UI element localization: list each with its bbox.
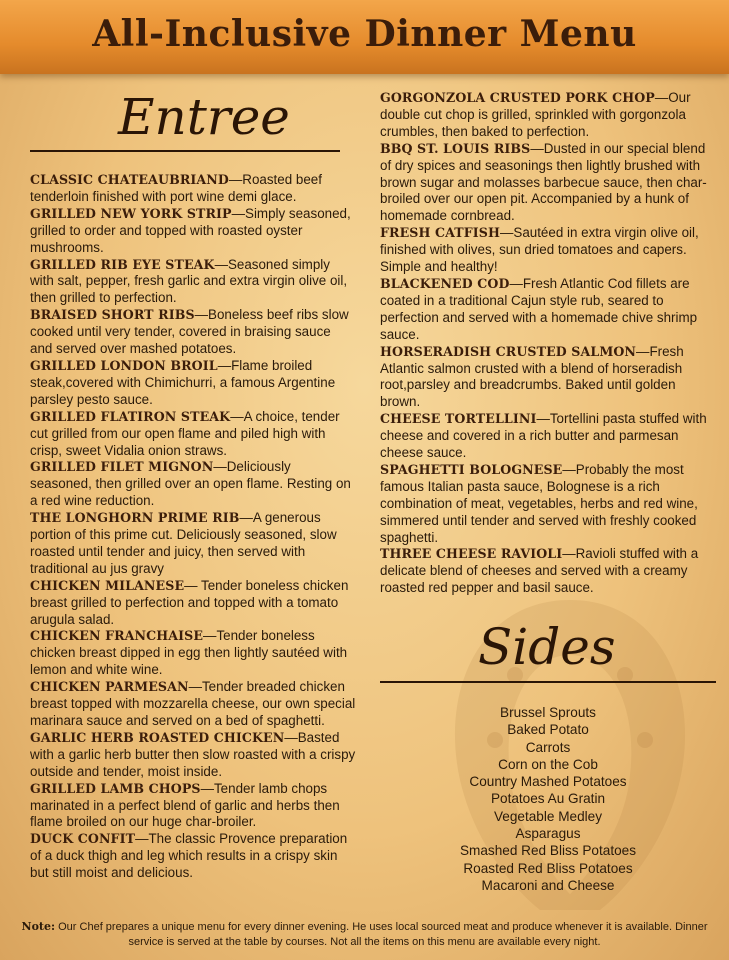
page-title: All-Inclusive Dinner Menu <box>92 13 637 55</box>
side-item: Corn on the Cob <box>498 756 598 772</box>
menu-item <box>30 459 356 510</box>
menu-item-name: HORSERADISH CRUSTED SALMON <box>380 343 637 359</box>
sides-heading: Sides <box>478 618 616 676</box>
menu-item-name: CHEESE TORTELLINI <box>380 411 537 427</box>
menu-item <box>30 730 356 781</box>
menu-item-description: —Tender lamb chops marinated in a perfect blend of garlic and herbs then flame broiled on our huge char-broiler. <box>30 780 340 830</box>
menu-item <box>380 411 710 462</box>
menu-item <box>30 510 356 578</box>
menu-item-description: —Sautéed in extra virgin olive oil, finished with olives, sun dried tomatoes and capers. Simple and healthy! <box>380 225 699 275</box>
menu-item <box>30 257 356 308</box>
menu-item <box>380 141 710 226</box>
menu-item-name: GRILLED NEW YORK STRIP <box>30 205 232 221</box>
sides-divider <box>380 681 716 683</box>
menu-item <box>380 462 710 547</box>
menu-item-name: CHICKEN PARMESAN <box>30 679 189 695</box>
menu-item <box>380 90 710 141</box>
menu-item-name: BBQ ST. LOUIS RIBS <box>380 140 531 156</box>
menu-item <box>30 206 356 257</box>
side-item: Vegetable Medley <box>493 808 603 824</box>
menu-item-description: —Ravioli stuffed with a delicate blend of cheeses and served with a creamy roasted red pepper and basil sauce. <box>380 546 699 596</box>
menu-item-name: CLASSIC CHATEAUBRIAND <box>30 172 229 187</box>
menu-item <box>380 344 710 412</box>
menu-item-description: —Dusted in our special blend of dry spices and seasonings then lightly brushed with brown sugar and molasses barbecue sauce, then char-broiled over our open pit. Accompanied by a hunk of homemade cornbread. <box>380 140 707 224</box>
menu-item-name: THE LONGHORN PRIME RIB <box>30 510 240 526</box>
header-banner <box>0 0 729 74</box>
menu-item-description: — Tender boneless chicken breast grilled to perfection and topped with a tomato arugula salad. <box>30 577 349 627</box>
menu-item-name: CHICKEN FRANCHAISE <box>30 628 204 644</box>
entree-divider <box>30 150 340 152</box>
menu-item-description: —Tortellini pasta stuffed with cheese and covered in a rich butter and parmesan cheese sauce. <box>380 411 707 461</box>
menu-item-description: —Roasted beef tenderloin finished with port wine demi glace. <box>30 172 322 204</box>
menu-item-description: —Deliciously seasoned, then grilled over an open flame. Resting on a red wine reduction. <box>30 459 351 509</box>
menu-item-description: —Our double cut chop is grilled, sprinkled with gorgonzola crumbles, then baked to perfection. <box>380 90 691 139</box>
menu-item-name: CHICKEN MILANESE <box>30 577 185 593</box>
menu-item-name: GRILLED RIB EYE STEAK <box>30 256 215 272</box>
menu-item <box>30 831 356 882</box>
menu-item-description: —Tender boneless chicken breast dipped in egg then lightly sautéed with lemon and white wine. <box>30 628 348 678</box>
menu-item-name: GRILLED LAMB CHOPS <box>30 780 201 796</box>
menu-item-name: GORGONZOLA CRUSTED PORK CHOP <box>380 90 655 105</box>
menu-item-description: —Boneless beef ribs slow cooked until very tender, covered in braising sauce and served over mashed potatoes. <box>30 307 349 357</box>
menu-item-name: DUCK CONFIT <box>30 831 136 847</box>
menu-item-description: —The classic Provence preparation of a duck thigh and leg which results in a crispy skin but still moist and delicious. <box>30 831 348 881</box>
side-item: Country Mashed Potatoes <box>469 774 627 790</box>
menu-item-description: —Flame broiled steak,covered with Chimichurri, a famous Argentine parsley pesto sauce. <box>30 357 336 407</box>
menu-item <box>30 409 356 460</box>
side-item: Asparagus <box>515 826 581 842</box>
menu-item-name: GRILLED FLATIRON STEAK <box>30 408 231 424</box>
side-item: Brussel Sprouts <box>500 705 596 720</box>
menu-item <box>380 225 710 276</box>
menu-item-name: BLACKENED COD <box>380 275 510 291</box>
menu-item-description: —Fresh Atlantic Cod fillets are coated in a traditional Cajun style rub, seared to perfection and served with a homemade chive shrimp sauce. <box>380 275 698 342</box>
entree-list-right <box>380 90 710 597</box>
menu-item-description: —A choice, tender cut grilled from our open flame and piled high with crisp, sweet Vidalia onion straws. <box>30 408 340 458</box>
side-item: Baked Potato <box>507 722 589 738</box>
menu-item-description: —Basted with a garlic herb butter then slow roasted with a crispy outside and tender, moist inside. <box>30 729 356 779</box>
menu-item <box>380 546 710 597</box>
note-text: Our Chef prepares a unique menu for every dinner evening. He uses local sourced meat and produce whenever it is available. Dinner service is served at the table by courses. Not all the items on this menu are available every night. <box>55 921 708 948</box>
menu-item-name: GRILLED FILET MIGNON <box>30 459 214 475</box>
menu-item-name: BRAISED SHORT RIBS <box>30 307 195 323</box>
menu-item <box>30 358 356 409</box>
menu-item-name: GARLIC HERB ROASTED CHICKEN <box>30 729 285 745</box>
side-item: Macaroni and Cheese <box>481 877 615 893</box>
menu-item <box>30 781 356 832</box>
menu-item <box>30 679 356 730</box>
note-label: Note: <box>21 920 56 933</box>
menu-item <box>30 307 356 358</box>
side-item: Carrots <box>525 739 571 755</box>
side-item: Roasted Red Bliss Potatoes <box>463 860 633 876</box>
menu-item-name: GRILLED LONDON BROIL <box>30 357 218 373</box>
menu-item-description: —Fresh Atlantic salmon crusted with a blend of horseradish root,parsley and breadcrumbs. Baked until golden brown. <box>380 343 684 410</box>
menu-item <box>30 172 356 206</box>
menu-item-description: —Probably the most famous Italian pasta sauce, Bolognese is a rich combination of meat, vegetables, herbs and red wine, simmered until tender and served with freshly cooked spaghetti. <box>380 461 698 545</box>
menu-item-description: —Seasoned simply with salt, pepper, fresh garlic and extra virgin olive oil, then grilled to perfection. <box>30 256 348 306</box>
menu-note <box>20 920 709 949</box>
entree-list-left <box>30 172 356 882</box>
menu-item <box>30 628 356 679</box>
menu-item-name: THREE CHEESE RAVIOLI <box>380 546 563 562</box>
side-item: Smashed Red Bliss Potatoes <box>459 843 637 859</box>
menu-item <box>30 578 356 629</box>
menu-item-description: —Simply seasoned, grilled to order and topped with roasted oyster mushrooms. <box>30 205 351 255</box>
menu-item-description: —A generous portion of this prime cut. Deliciously seasoned, slow roasted until tender and juicy, then served with traditional au jus gravy <box>30 510 337 576</box>
menu-item-description: —Tender breaded chicken breast topped with mozzarella cheese, our own special marinara sauce and served on a bed of spaghetti. <box>30 679 356 728</box>
sides-list <box>380 704 716 894</box>
entree-heading: Entree <box>118 88 290 146</box>
menu-item <box>380 276 710 344</box>
menu-item-name: SPAGHETTI BOLOGNESE <box>380 461 563 477</box>
menu-item-name: FRESH CATFISH <box>380 225 500 241</box>
side-item: Potatoes Au Gratin <box>490 791 606 807</box>
